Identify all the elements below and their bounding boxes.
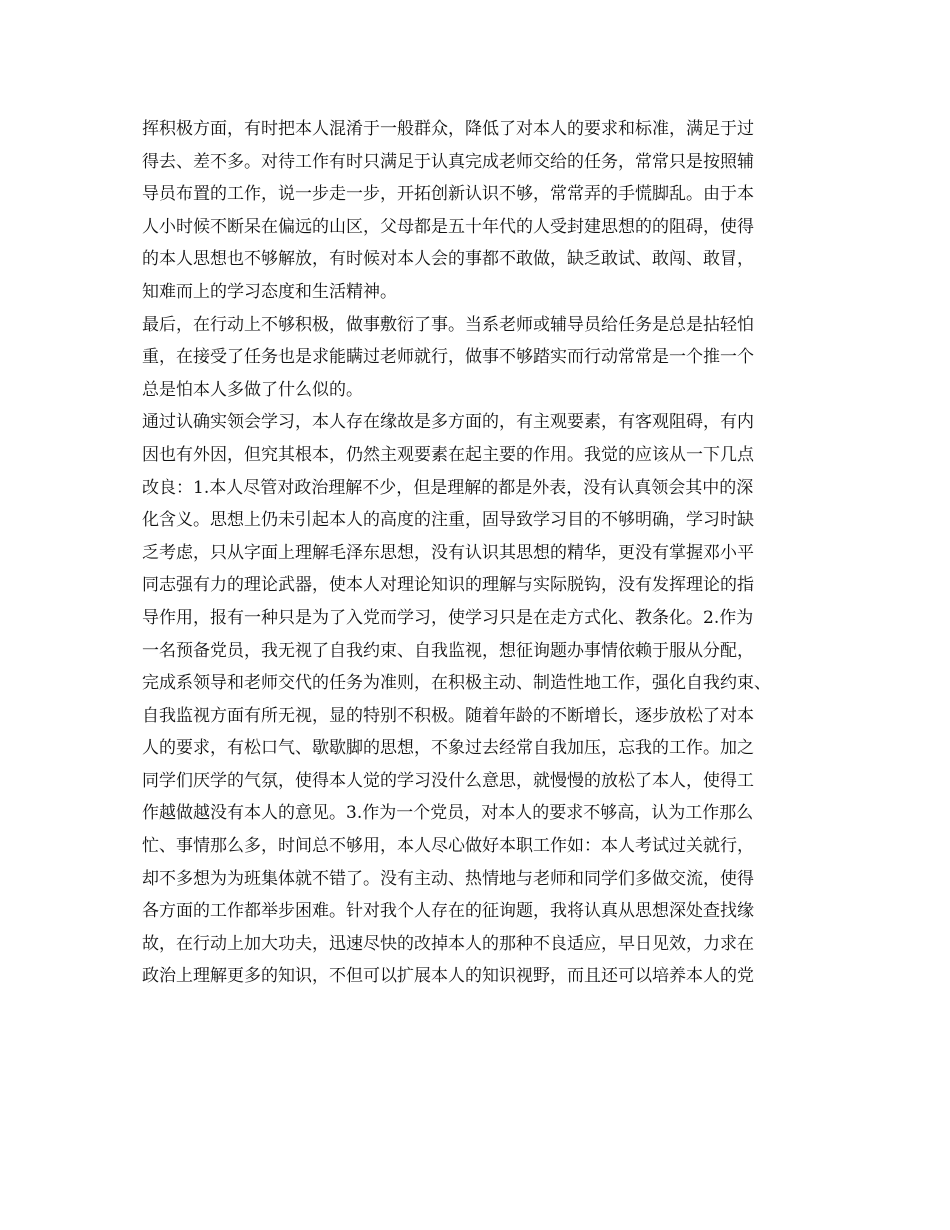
text-line: 通过认确实领会学习，本人存在缘故是多方面的，有主观要素，有客观阻碍，有内 <box>142 412 754 433</box>
text-line: 导作用，报有一种只是为了入党而学习，使学习只是在走方式化、教条化。2.作为 <box>142 607 754 628</box>
text-line: 故，在行动上加大功夫，迅速尽快的改掉本人的那种不良适应，早日见效，力求在 <box>142 933 754 954</box>
text-line: 同学们厌学的气氛，使得本人觉的学习没什么意思，就慢慢的放松了本人，使得工 <box>142 770 754 791</box>
text-line: 同志强有力的理论武器，使本人对理论知识的理解与实际脱钩，没有发挥理论的指 <box>142 575 754 596</box>
text-line: 因也有外因，但究其根本，仍然主观要素在起主要的作用。我觉的应该从一下几点 <box>142 444 754 465</box>
text-line: 却不多想为为班集体就不错了。没有主动、热情地与老师和同学们多做交流，使得 <box>142 868 754 889</box>
text-line: 知难而上的学习态度和生活精神。 <box>142 281 397 302</box>
text-line: 自我监视方面有所无视，显的特别不积极。随着年龄的不断增长，逐步放松了对本 <box>142 705 754 726</box>
body-text <box>142 113 822 993</box>
text-line: 忙、事情那么多，时间总不够用，本人尽心做好本职工作如：本人考试过关就行， <box>142 836 754 857</box>
text-line: 人的要求，有松口气、歇歇脚的思想，不象过去经常自我加压，忘我的工作。加之 <box>142 738 754 759</box>
text-line: 作越做越没有本人的意见。3.作为一个党员，对本人的要求不够高，认为工作那么 <box>142 803 754 824</box>
text-line: 导员布置的工作，说一步走一步，开拓创新认识不够，常常弄的手慌脚乱。由于本 <box>142 184 754 205</box>
text-line: 政治上理解更多的知识，不但可以扩展本人的知识视野，而且还可以培养本人的党 <box>142 966 754 987</box>
text-line: 改良：1.本人尽管对政治理解不少，但是理解的都是外表，没有认真领会其中的深 <box>142 477 754 498</box>
text-line: 乏考虑，只从字面上理解毛泽东思想，没有认识其思想的精华，更没有掌握邓小平 <box>142 542 754 563</box>
text-line: 重，在接受了任务也是求能瞒过老师就行，做事不够踏实而行动常常是一个推一个 <box>142 347 754 368</box>
text-line: 最后，在行动上不够积极，做事敷衍了事。当系老师或辅导员给任务是总是拈轻怕 <box>142 314 754 335</box>
text-line: 的本人思想也不够解放，有时候对本人会的事都不敢做，缺乏敢试、敢闯、敢冒， <box>142 249 754 270</box>
text-line: 各方面的工作都举步困难。针对我个人存在的征询题，我将认真从思想深处查找缘 <box>142 901 754 922</box>
text-line: 一名预备党员，我无视了自我约束、自我监视，想征询题办事情依赖于服从分配， <box>142 640 754 661</box>
text-line: 得去、差不多。对待工作有时只满足于认真完成老师交给的任务，常常只是按照辅 <box>142 151 754 172</box>
text-line: 人小时候不断呆在偏远的山区，父母都是五十年代的人受封建思想的的阻碍，使得 <box>142 216 754 237</box>
text-line: 化含义。思想上仍未引起本人的高度的注重，固导致学习目的不够明确，学习时缺 <box>142 510 754 531</box>
text-line: 完成系领导和老师交代的任务为准则，在积极主动、制造性地工作，强化自我约束、 <box>142 673 771 694</box>
text-line: 挥积极方面，有时把本人混淆于一般群众，降低了对本人的要求和标准，满足于过 <box>142 119 754 139</box>
text-line: 总是怕本人多做了什么似的。 <box>142 379 363 400</box>
